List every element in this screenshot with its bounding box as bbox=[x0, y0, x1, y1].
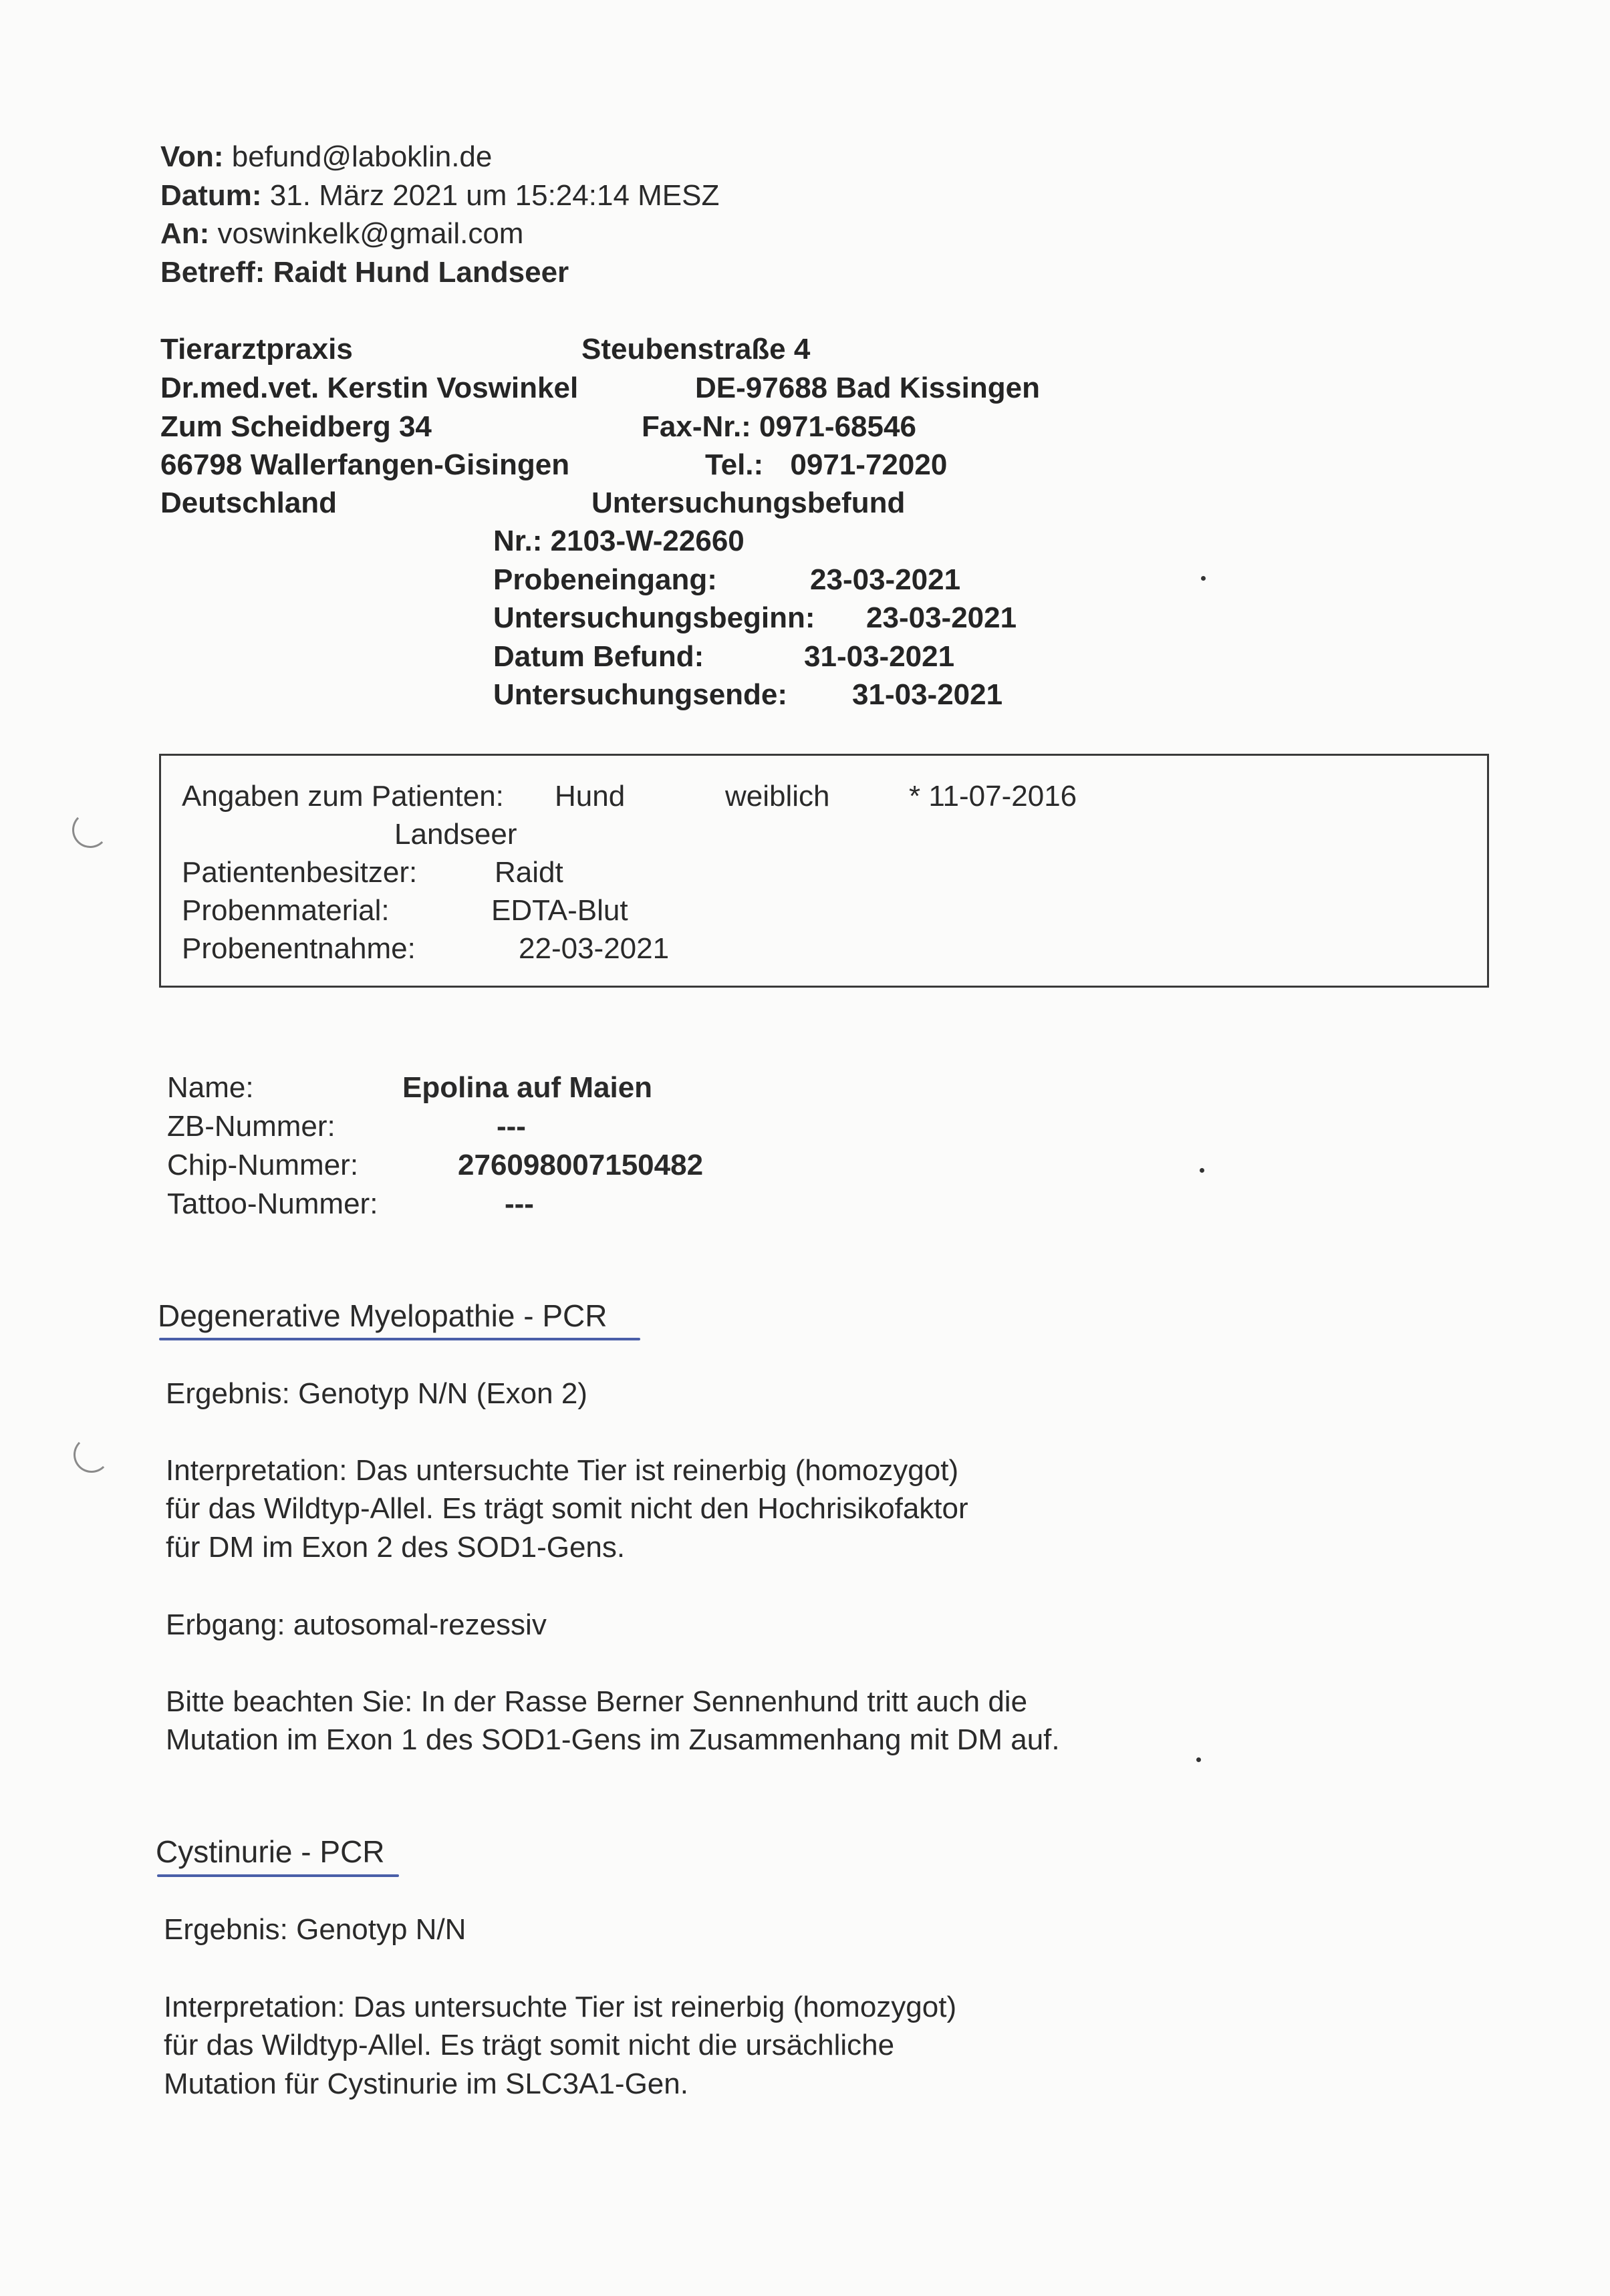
email-date bbox=[160, 177, 719, 214]
email-to-label: An: bbox=[160, 217, 210, 250]
animal-tattoo-value: --- bbox=[505, 1187, 534, 1220]
lab-street: Steubenstraße 4 bbox=[581, 333, 811, 366]
dm-note-2: Mutation im Exon 1 des SOD1-Gens im Zusammenhang mit DM auf. bbox=[166, 1723, 1060, 1756]
punch-hole-mark bbox=[72, 812, 108, 848]
dm-note-1: Bitte beachten Sie: In der Rasse Berner Sennenhund tritt auch die bbox=[166, 1685, 1028, 1718]
clinic-line-2: Dr.med.vet. Kerstin Voswinkel bbox=[160, 372, 579, 404]
email-subject bbox=[160, 254, 569, 291]
report-date-value: 31-03-2021 bbox=[804, 640, 955, 673]
report-sample-in-label: Probeneingang: bbox=[493, 563, 717, 596]
clinic-line-1: Tierarztpraxis bbox=[160, 333, 353, 366]
clinic-line-5: Deutschland bbox=[160, 486, 338, 519]
animal-zb-label: ZB-Nummer: bbox=[167, 1110, 336, 1143]
cys-result: Ergebnis: Genotyp N/N bbox=[164, 1913, 466, 1946]
scan-speck bbox=[1200, 1168, 1204, 1173]
lab-tel bbox=[705, 446, 947, 484]
patient-species: Hund bbox=[555, 780, 626, 813]
report-end-value: 31-03-2021 bbox=[852, 678, 1003, 711]
report-start-value: 23-03-2021 bbox=[866, 601, 1017, 634]
lab-city: DE-97688 Bad Kissingen bbox=[695, 372, 1040, 404]
dm-inheritance: Erbgang: autosomal-rezessiv bbox=[166, 1608, 547, 1641]
patient-breed: Landseer bbox=[394, 818, 517, 851]
cys-title-underline bbox=[157, 1874, 399, 1877]
patient-collection-label: Probenentnahme: bbox=[182, 932, 416, 965]
animal-tattoo-label: Tattoo-Nummer: bbox=[167, 1187, 378, 1220]
report-sample-in-value: 23-03-2021 bbox=[810, 563, 961, 596]
cys-interpretation-3: Mutation für Cystinurie im SLC3A1-Gen. bbox=[164, 2067, 688, 2100]
email-from-label: Von: bbox=[160, 140, 224, 173]
punch-hole-mark bbox=[74, 1437, 110, 1473]
clinic-line-3: Zum Scheidberg 34 bbox=[160, 410, 432, 443]
email-from bbox=[160, 138, 492, 176]
report-date-label: Datum Befund: bbox=[493, 640, 704, 673]
patient-birth: * 11-07-2016 bbox=[909, 780, 1077, 813]
cys-interpretation-1: Interpretation: Das untersuchte Tier ist reinerbig (homozygot) bbox=[164, 1991, 957, 2023]
patient-sex: weiblich bbox=[725, 780, 830, 813]
email-from-value[interactable]: befund@laboklin.de bbox=[231, 140, 493, 173]
dm-section-title: Degenerative Myelopathie - PCR bbox=[158, 1298, 608, 1333]
cys-section-title: Cystinurie - PCR bbox=[156, 1834, 385, 1869]
animal-name-value: Epolina auf Maien bbox=[402, 1071, 653, 1104]
dm-interpretation-3: für DM im Exon 2 des SOD1-Gens. bbox=[166, 1531, 626, 1564]
clinic-line-4: 66798 Wallerfangen-Gisingen bbox=[160, 448, 570, 481]
report-heading: Untersuchungsbefund bbox=[591, 486, 906, 519]
report-end-label: Untersuchungsende: bbox=[493, 678, 788, 711]
scan-speck bbox=[1201, 576, 1206, 581]
email-date-label: Datum: bbox=[160, 179, 262, 212]
dm-title-underline bbox=[159, 1338, 640, 1340]
dm-result: Ergebnis: Genotyp N/N (Exon 2) bbox=[166, 1377, 587, 1410]
animal-zb-value: --- bbox=[497, 1110, 526, 1143]
report-start-label: Untersuchungsbeginn: bbox=[493, 601, 815, 634]
animal-chip-label: Chip-Nummer: bbox=[167, 1149, 359, 1181]
patient-label: Angaben zum Patienten: bbox=[182, 780, 504, 813]
animal-name-label: Name: bbox=[167, 1071, 254, 1104]
patient-material-label: Probenmaterial: bbox=[182, 894, 390, 927]
dm-interpretation-1: Interpretation: Das untersuchte Tier ist reinerbig (homozygot) bbox=[166, 1454, 959, 1487]
animal-chip-value: 276098007150482 bbox=[458, 1149, 704, 1181]
lab-tel-value: 0971-72020 bbox=[790, 448, 948, 481]
email-subject-value: Raidt Hund Landseer bbox=[273, 256, 569, 289]
report-number: Nr.: 2103-W-22660 bbox=[493, 525, 745, 557]
patient-owner-value: Raidt bbox=[495, 856, 563, 889]
patient-owner-label: Patientenbesitzer: bbox=[182, 856, 418, 889]
email-to-value[interactable]: voswinkelk@gmail.com bbox=[217, 217, 524, 250]
scan-speck bbox=[1196, 1757, 1201, 1762]
email-to bbox=[160, 215, 523, 253]
cys-interpretation-2: für das Wildtyp-Allel. Es trägt somit nicht die ursächliche bbox=[164, 2029, 895, 2061]
lab-tel-label: Tel.: bbox=[705, 448, 764, 481]
patient-material-value: EDTA-Blut bbox=[491, 894, 628, 927]
lab-fax: Fax-Nr.: 0971-68546 bbox=[642, 410, 916, 443]
email-subject-label: Betreff: bbox=[160, 256, 265, 289]
dm-interpretation-2: für das Wildtyp-Allel. Es trägt somit nicht den Hochrisikofaktor bbox=[166, 1492, 968, 1525]
patient-collection-value: 22-03-2021 bbox=[519, 932, 670, 965]
email-date-value: 31. März 2021 um 15:24:14 MESZ bbox=[269, 179, 720, 212]
